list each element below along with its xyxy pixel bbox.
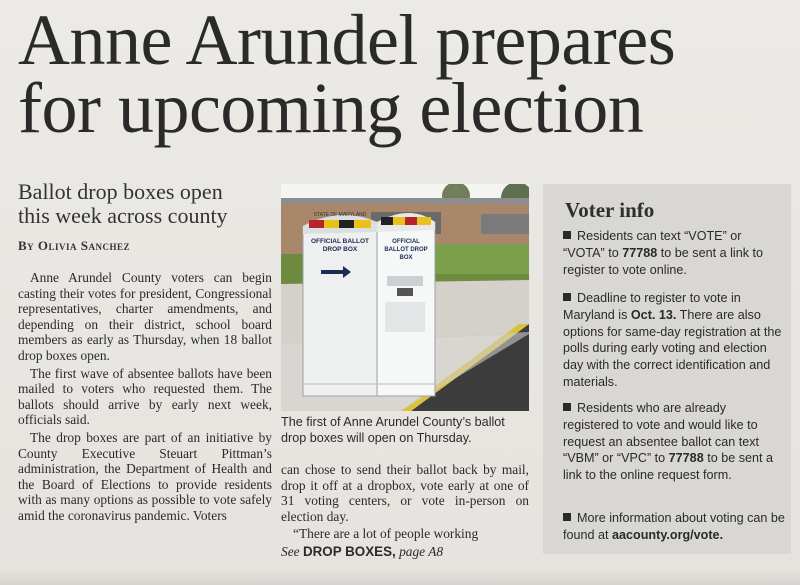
article-column-1 (18, 270, 272, 526)
jump-prefix: See (281, 543, 300, 559)
photo-illustration (281, 184, 529, 411)
seal-text: STATE OF MARYLAND (313, 212, 367, 218)
bullet-square-icon (563, 293, 571, 301)
photo-caption: The first of Anne Arundel County’s ballot drop boxes will open on Thursday. (281, 415, 505, 445)
subheadline-line-2: this week across county (18, 203, 228, 228)
box-label-right: OFFICIAL BALLOT DROP BOX (384, 239, 428, 261)
voter-info-sidebar (543, 184, 791, 554)
headline-line-2: for upcoming election (18, 68, 644, 148)
jump-reference (281, 544, 529, 560)
bullet-square-icon (563, 231, 571, 239)
page-bottom-edge (0, 572, 800, 585)
sidebar-item: Residents can text “VOTE” or “VOTA” to 77788 to be sent a link to register to vote online. (563, 229, 763, 277)
byline: By Olivia Sanchez (18, 238, 131, 253)
paragraph: can chose to send their ballot back by mail, drop it off at a dropbox, vote early at one of 31 voting centers, or vote in-person on election day. (281, 462, 529, 524)
paragraph: The drop boxes are part of an initiative by County Executive Steuart Pittman’s administration, the Department of Health and the Board of Elections to provide residents with as many options as possible to vote safely amid the coronavirus pandemic. Voters (18, 429, 272, 523)
headline (18, 0, 788, 148)
box-label-left: OFFICIAL BALLOT DROP BOX (310, 238, 369, 253)
sidebar-item: Deadline to register to vote in Maryland is Oct. 13. There are also options for same-day registration at the polls during early voting and election day with the correct identification and materials. (563, 291, 782, 389)
headline-line-1: Anne Arundel prepares (18, 0, 676, 80)
article-column-2 (281, 462, 529, 560)
subheadline (18, 180, 273, 228)
sidebar-title: Voter info (565, 198, 655, 222)
paragraph: Anne Arundel County voters can begin casting their votes for president, Congressional representatives, charter amendments, and depending on their district, school board members as early as Thursday, when 18 ballot drop boxes open. (18, 270, 272, 363)
sidebar-item: Residents who are already registered to vote and would like to request an absentee ballot can text “VBM” or “VPC” to 77788 to be sent a link to the online request form. (563, 401, 774, 483)
drop-box-photo (281, 184, 529, 411)
subheadline-line-1: Ballot drop boxes open (18, 179, 223, 204)
jump-page: page A8 (399, 543, 444, 559)
bullet-square-icon (563, 513, 571, 521)
sidebar-item: More information about voting can be found at aacounty.org/vote. (563, 511, 785, 542)
paragraph: “There are a lot of people working (293, 526, 479, 542)
bullet-square-icon (563, 403, 571, 411)
jump-label: DROP BOXES, (302, 543, 396, 559)
paragraph: The first wave of absentee ballots have been mailed to voters who requested them. The ballots should arrive by early next week, officials said. (18, 365, 272, 428)
